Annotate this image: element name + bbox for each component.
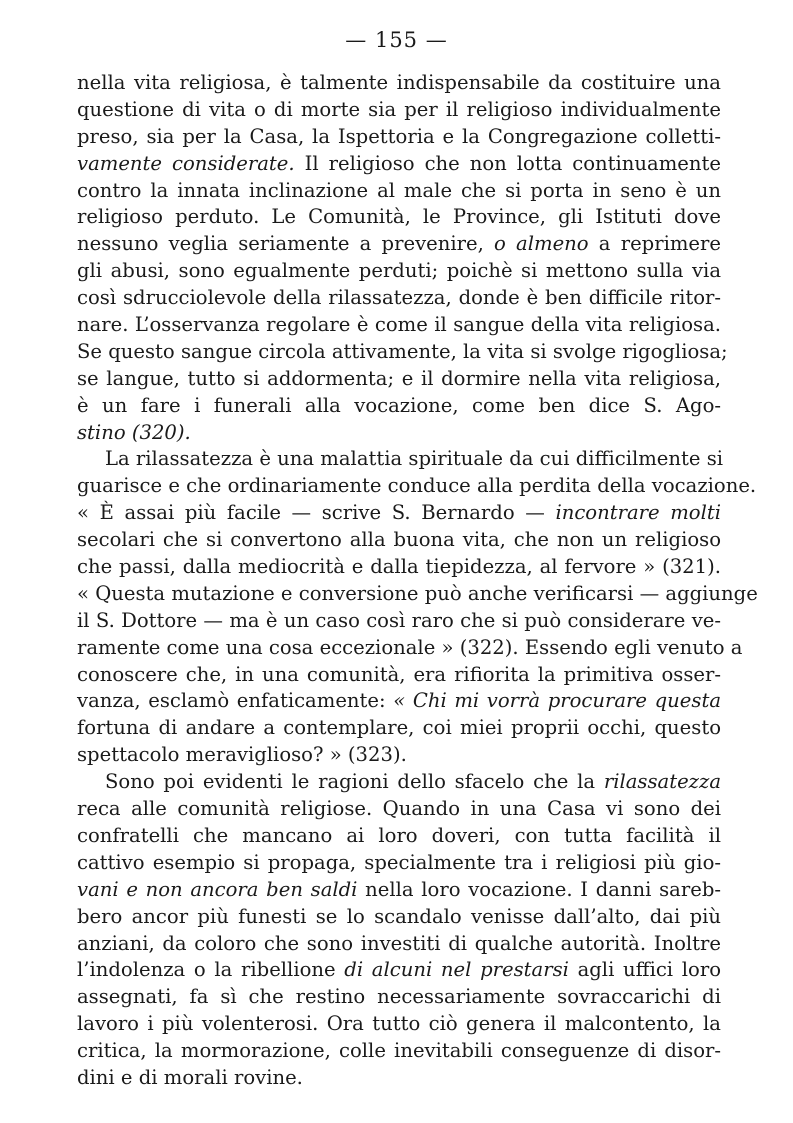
- text-line: [77, 446, 724, 473]
- text-segment: Sono poi evidenti le ragioni dello sfacelo che la: [105, 770, 604, 794]
- text-line: [77, 715, 721, 742]
- text-line: [77, 231, 721, 258]
- italic-text: « Chi mi vorrà procurare questa: [393, 689, 722, 713]
- text-line: [77, 97, 721, 124]
- text-line: [77, 1065, 721, 1092]
- text-line: [77, 662, 721, 689]
- text-line: [77, 312, 721, 339]
- text-line: [77, 608, 721, 635]
- text-segment: lavoro i più volenterosi. Ora tutto ciò genera il malcontento, la: [77, 1012, 721, 1036]
- text-line: [77, 1038, 721, 1065]
- text-line: [77, 527, 721, 554]
- text-segment: fortuna di andare a contemplare, coi miei proprii occhi, questo: [77, 716, 721, 740]
- text-segment: il S. Dottore — ma è un caso così raro che si può considerare ve-: [77, 608, 721, 632]
- text-segment: nare. L’osservanza regolare è come il sangue della vita religiosa.: [77, 313, 721, 337]
- text-line: [77, 393, 721, 420]
- text-line: [77, 688, 721, 715]
- text-segment: critica, la mormorazione, colle inevitabili conseguenze di disor-: [77, 1039, 721, 1063]
- text-line: [77, 877, 721, 904]
- text-segment: gli abusi, sono egualmente perduti; poichè si mettono sulla via: [77, 259, 721, 283]
- text-line: [77, 1011, 721, 1038]
- italic-text: vani e non ancora ben saldi: [77, 877, 358, 901]
- text-segment: a reprimere: [588, 232, 721, 256]
- text-segment: così sdrucciolevole della rilassatezza, donde è ben difficile ritor-: [77, 286, 721, 310]
- text-line: [77, 931, 721, 958]
- text-line: [77, 984, 721, 1011]
- italic-text: stino (320).: [77, 420, 191, 444]
- text-segment: nessuno veglia seriamente a prevenire,: [77, 232, 495, 256]
- text-line: [77, 769, 721, 796]
- text-segment: Se questo sangue circola attivamente, la vita si svolge rigogliosa;: [77, 339, 728, 363]
- text-line: [77, 554, 721, 581]
- text-segment: « Questa mutazione e conversione può anche verificarsi — aggiunge: [77, 581, 758, 605]
- text-line: [77, 258, 721, 285]
- italic-text: rilassatezza: [603, 770, 721, 794]
- text-segment: confratelli che mancano ai loro doveri, con tutta facilità il: [77, 823, 721, 847]
- text-segment: conoscere che, in una comunità, era rifiorita la primitiva osser-: [77, 662, 721, 686]
- italic-text: incontrare molti: [555, 501, 721, 525]
- text-line: [77, 473, 757, 500]
- text-segment: se langue, tutto si addormenta; e il dormire nella vita religiosa,: [77, 366, 721, 390]
- text-segment: che passi, dalla mediocrità e dalla tiepidezza, al fervore » (321).: [77, 555, 721, 579]
- text-line: [77, 70, 721, 97]
- text-segment: vanza, esclamò enfaticamente:: [77, 689, 394, 713]
- text-line: [77, 204, 721, 231]
- text-line: [77, 366, 721, 393]
- text-line: [77, 957, 721, 984]
- italic-text: o almeno: [494, 232, 589, 256]
- text-segment: nella loro vocazione. I danni sareb-: [357, 877, 721, 901]
- text-segment: l’indolenza o la ribellione: [77, 958, 345, 982]
- text-line: [77, 420, 721, 447]
- text-segment: secolari che si convertono alla buona vita, che non un religioso: [77, 528, 721, 552]
- page-number: — 155 —: [345, 28, 448, 52]
- text-segment: reca alle comunità religiose. Quando in una Casa vi sono dei: [77, 797, 721, 821]
- text-line: [77, 850, 721, 877]
- text-segment: « È assai più facile — scrive S. Bernardo —: [77, 501, 556, 525]
- text-line: [77, 124, 721, 151]
- text-segment: cattivo esempio si propaga, specialmente tra i religiosi più gio-: [77, 850, 721, 874]
- text-segment: nella vita religiosa, è talmente indispensabile da costituire una: [77, 71, 721, 94]
- text-line: [77, 823, 721, 850]
- text-line: [77, 178, 721, 205]
- text-segment: anziani, da coloro che sono investiti di qualche autorità. Inoltre: [77, 931, 721, 955]
- italic-text: vamente considerate.: [77, 151, 295, 175]
- text-segment: bero ancor più funesti se lo scandalo venisse dall’alto, dai più: [77, 904, 721, 928]
- text-line: [77, 742, 721, 769]
- body-text: [77, 70, 758, 1092]
- text-segment: questione di vita o di morte sia per il religioso individualmente: [77, 97, 721, 121]
- text-segment: religioso perduto. Le Comunità, le Province, gli Istituti dove: [77, 205, 721, 229]
- text-line: [77, 500, 721, 527]
- italic-text: di alcuni nel prestarsi: [344, 958, 569, 982]
- text-segment: guarisce e che ordinariamente conduce alla perdita della vocazione.: [77, 474, 757, 498]
- text-line: [77, 635, 743, 662]
- text-segment: agli uffici loro: [568, 958, 721, 982]
- text-line: [77, 151, 721, 178]
- text-line: [77, 904, 721, 931]
- text-line: [77, 285, 721, 312]
- text-segment: assegnati, fa sì che restino necessariamente sovraccarichi di: [77, 985, 721, 1009]
- text-segment: contro la innata inclinazione al male che si porta in seno è un: [77, 178, 721, 202]
- text-segment: è un fare i funerali alla vocazione, come ben dice S. Ago-: [77, 393, 721, 417]
- text-segment: spettacolo meraviglioso? » (323).: [77, 743, 407, 767]
- text-segment: Il religioso che non lotta continuamente: [294, 151, 721, 175]
- text-segment: La rilassatezza è una malattia spirituale da cui difficilmente si: [105, 447, 724, 471]
- text-segment: ramente come una cosa eccezionale » (322). Essendo egli venuto a: [77, 635, 743, 659]
- text-line: [77, 796, 721, 823]
- text-line: [77, 339, 728, 366]
- text-segment: preso, sia per la Casa, la Ispettoria e la Congregazione colletti-: [77, 124, 721, 148]
- text-line: [77, 581, 758, 608]
- text-segment: dini e di morali rovine.: [77, 1065, 303, 1089]
